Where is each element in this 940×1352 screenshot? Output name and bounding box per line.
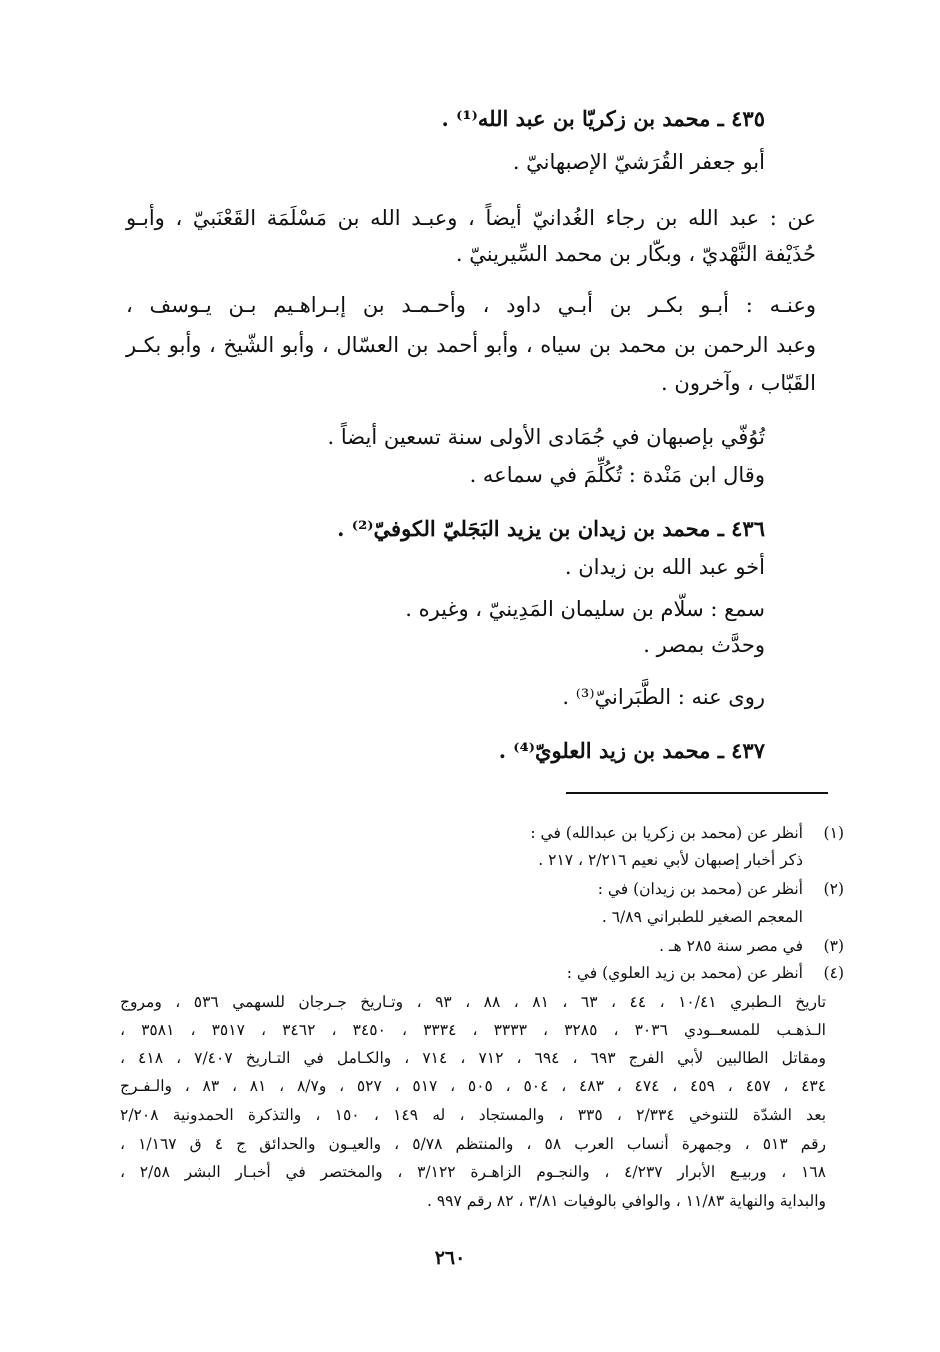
- footnote-4-line-4: ومقاتل الطالبين لأبي الفرج ٦٩٣ ، ٦٩٤ ، ٧١٢ ، ٧١٤ ، والكـامل في التـاريخ ٧/٤٠٧ ، ٤١٨ ،: [120, 1049, 826, 1067]
- entry-435-students-line-1: وعنـه : أبـو بكـر بن أبـي داود ، وأحـمـد بن إبـراهـيم بـن يـوسف ،: [126, 293, 816, 317]
- entry-435-students-line-2: وعبد الرحمن بن محمد بن سياه ، وأبو أحمد بن العسّال ، وأبو الشّيخ ، وأبو بكـر: [126, 333, 816, 357]
- footnote-4-line-8: ١٦٨ ، وربيـع الأبرار ٤/٢٣٧ ، والنجـوم الزاهـرة ٣/١٢٢ ، والمختصر في أخبـار البشر ٢/٥٨ ،: [120, 1163, 826, 1181]
- footnote-2-line-2: المعجم الصغير للطبراني ٦/٨٩ .: [601, 908, 803, 926]
- footnote-2-line-1: أنظر عن (محمد بن زيدان) في :: [597, 880, 803, 898]
- footnote-4-number: (٤): [823, 964, 844, 982]
- footnote-separator: [566, 792, 828, 794]
- page-number: ٢٦٠: [434, 1247, 466, 1269]
- footnote-3-line-1: في مصر سنة ٢٨٥ هـ .: [659, 937, 803, 955]
- footnote-3-number: (٣): [823, 937, 844, 955]
- footnote-4-line-6: بعد الشدّة للتنوخي ٢/٣٣٤ ، ٣٣٥ ، والمستجاد ، له ١٤٩ ، ١٥٠ ، والتذكرة الحمدونية ٢/٢٠٨: [120, 1106, 827, 1124]
- footnote-4-line-2: تاريخ الـطبري ١٠/٤١ ، ٤٤ ، ٦٣ ، ٨١ ، ٨٨ ، ٩٣ ، وتـاريخ جـرجان للسهمي ٥٣٦ ، ومروج: [120, 993, 827, 1011]
- entry-435-students-line-3: القَبّاب ، وآخرون .: [661, 371, 816, 395]
- footnote-4-line-5: ٤٣٤ ، ٤٥٧ ، ٤٥٩ ، ٤٧٤ ، ٤٨٣ ، ٥٠٤ ، ٥٠٥ ، ٥١٧ ، ٥٢٧ ، و٨/٧ ، ٨١ ، ٨٣ ، والـفـرج: [120, 1077, 827, 1095]
- footnote-1-line-1: أنظر عن (محمد بن زكريا بن عبدالله) في :: [530, 824, 803, 842]
- entry-435-teachers-line-1: عن : عبد الله بن رجاء الغُدانيّ أيضاً ، وعبـد الله بن مَسْلَمَة القَعْنَبيّ ، وأبـو: [126, 206, 816, 230]
- footnote-4-line-1: أنظر عن (محمد بن زيد العلوي) في :: [566, 964, 803, 982]
- entry-436-heading: ٤٣٦ ـ محمد بن زيدان بن يزيد البَجَليّ الكوفيّ⁽²⁾ .: [337, 516, 765, 541]
- entry-435-kunya: أبو جعفر القُرَشيّ الإصبهانيّ .: [512, 150, 765, 174]
- entry-435-death: تُوُفّي بإصبهان في جُمَادى الأولى سنة تسعين أيضاً .: [327, 425, 765, 449]
- entry-435-ibn-manda-note: وقال ابن مَنْدة : تُكُلِّمَ في سماعه .: [469, 463, 765, 487]
- footnote-4-line-7: رقم ٥١٣ ، وجمهرة أنساب العرب ٥٨ ، والمنتظم ٥/٧٨ ، والعيـون والحدائق ج ٤ ق ١/١٦٧ ،: [120, 1135, 826, 1153]
- footnote-4-line-9: والبداية والنهاية ١١/٨٣ ، والوافي بالوفيات ٣/٨١ ، ٨٢ رقم ٩٩٧ .: [426, 1192, 826, 1210]
- footnote-1-number: (١): [823, 824, 844, 842]
- footnote-1-line-2: ذكر أخبار إصبهان لأبي نعيم ٢/٢١٦ ، ٢١٧ .: [538, 851, 803, 869]
- footnote-4-line-3: الـذهـب للمسعــودي ٣٠٣٦ ، ٣٢٨٥ ، ٣٣٣٣ ، ٣٣٣٤ ، ٣٤٥٠ ، ٣٤٦٢ ، ٣٥١٧ ، ٣٥٨١ ،: [120, 1021, 826, 1039]
- entry-436-brother: أخو عبد الله بن زيدان .: [564, 555, 765, 579]
- entry-436-narrated-in-egypt: وحدَّث بمصر .: [643, 633, 765, 657]
- entry-436-heard: سمع : سلّام بن سليمان المَدِينيّ ، وغيره .: [405, 597, 765, 621]
- entry-436-narrated-from: روى عنه : الطَّبَرانيّ⁽³⁾ .: [562, 685, 765, 709]
- footnote-2-number: (٢): [823, 880, 844, 898]
- entry-435-heading: ٤٣٥ ـ محمد بن زكريّا بن عبد الله⁽¹⁾ .: [441, 106, 765, 131]
- entry-435-teachers-line-2: حُذَيْفة النَّهْديّ ، وبكّار بن محمد السِّيرينيّ .: [455, 242, 816, 266]
- entry-437-heading: ٤٣٧ ـ محمد بن زيد العلويّ⁽⁴⁾ .: [498, 738, 765, 763]
